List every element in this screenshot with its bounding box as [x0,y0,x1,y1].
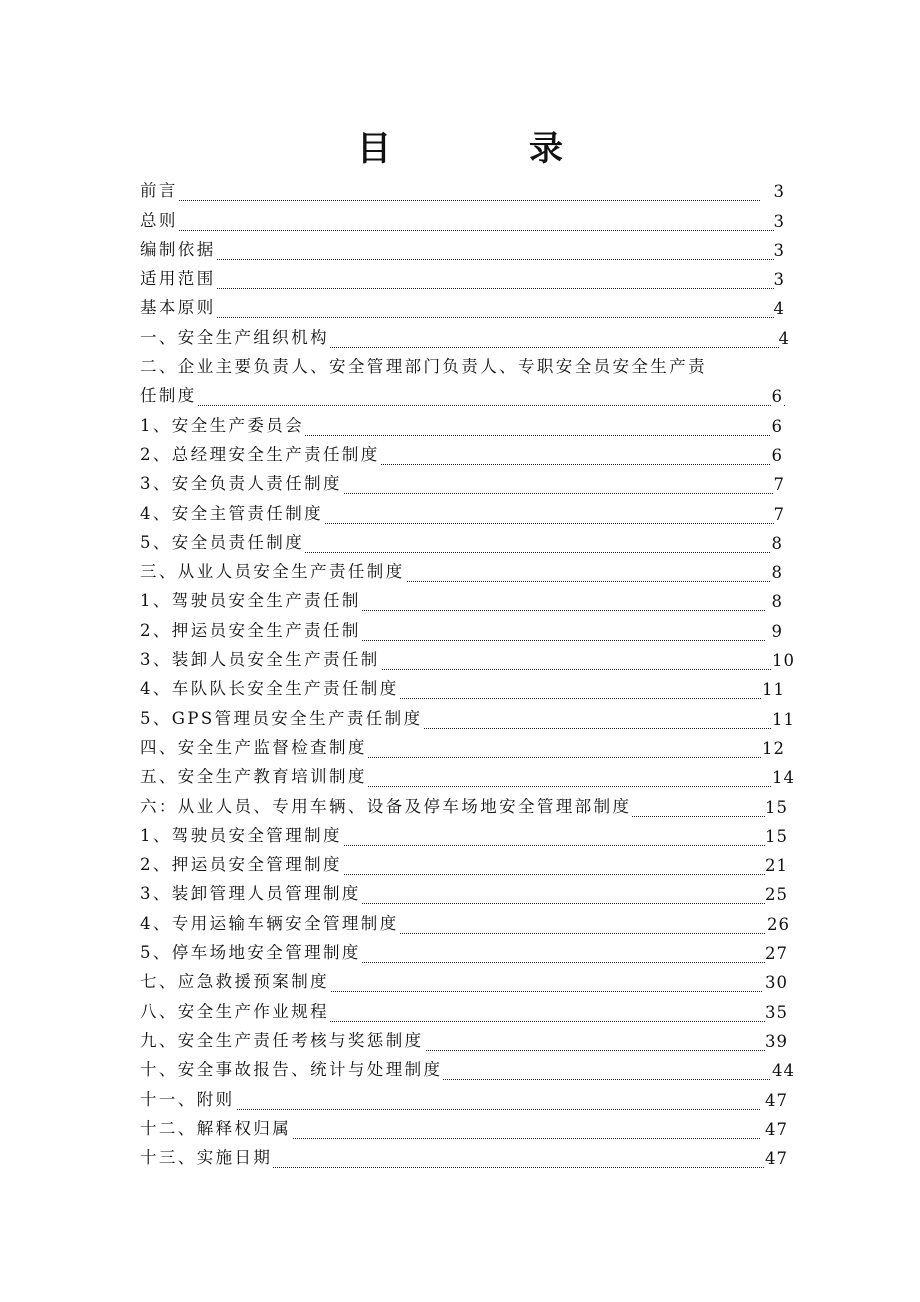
toc-leader-dots [140,258,782,260]
toc-page-number: 21 [765,856,788,876]
toc-entry[interactable] [140,791,800,820]
toc-entry-label: 任制度 [140,382,198,406]
toc-page-number: 8 [771,563,783,583]
toc-page-number: 12 [762,738,785,758]
toc-entry[interactable] [140,1143,800,1172]
toc-leader-dots [140,229,780,231]
toc-entry[interactable] [140,645,800,674]
toc-entry[interactable] [140,938,800,967]
toc-page-number: 6 [771,445,783,465]
toc-entry-label: 十三、实施日期 [140,1144,273,1168]
toc-entry-label: 五、安全生产教育培训制度 [140,763,368,787]
toc-page-number: 7 [773,504,785,524]
toc-page-number: 3 [773,240,785,260]
toc-entry[interactable] [140,762,800,791]
toc-page-number: 4 [773,299,785,319]
toc-entry-label: 二、企业主要负责人、安全管理部门负责人、专职安全员安全生产责 [140,353,708,377]
toc-page-number: 44 [772,1061,795,1081]
toc-entry[interactable] [140,879,800,908]
toc-entry-label: 八、安全生产作业规程 [140,998,330,1022]
toc-entry-label: 三、从业人员安全生产责任制度 [140,558,406,582]
toc-entry[interactable] [140,586,800,615]
toc-entry-label: 4、专用运输车辆安全管理制度 [140,910,400,934]
toc-entry[interactable] [140,733,800,762]
toc-entry-label: 1、驾驶员安全生产责任制 [140,587,362,611]
toc-entry-label: 前言 [140,177,179,201]
toc-entry-label: 基本原则 [140,294,217,318]
toc-entry-label: 5、停车场地安全管理制度 [140,939,362,963]
toc-entry[interactable] [140,1084,800,1113]
toc-page-number: 30 [765,973,788,993]
toc-entry[interactable] [140,674,800,703]
toc-page-number: 15 [765,797,788,817]
toc-entry[interactable] [140,615,800,644]
toc-page-number: 7 [773,475,785,495]
toc-entry-label: 3、安全负责人责任制度 [140,470,343,494]
toc-page-number: 8 [771,592,783,612]
toc-page-number: 25 [765,885,788,905]
toc-entry[interactable] [140,821,800,850]
toc-entry[interactable] [140,1055,800,1084]
toc-entry-label: 4、安全主管责任制度 [140,500,324,524]
toc-page-number: 11 [762,680,785,700]
toc-entry-label: 九、安全生产责任考核与奖惩制度 [140,1027,425,1051]
toc-entry[interactable] [140,528,800,557]
toc-leader-dots [140,287,782,289]
toc-entry[interactable] [140,557,800,586]
toc-entry-label: 编制依据 [140,236,217,260]
table-of-contents [140,176,800,1172]
toc-entry-label: 2、押运员安全管理制度 [140,851,343,875]
toc-entry[interactable] [140,176,800,205]
toc-entry[interactable] [140,703,800,732]
toc-page-number: 14 [772,768,795,788]
toc-entry[interactable] [140,293,800,322]
toc-leader-dots [140,316,782,318]
toc-entry-label: 4、车队队长安全生产责任制度 [140,675,400,699]
toc-page-number: 8 [771,533,783,553]
toc-entry-label: 十、安全事故报告、统计与处理制度 [140,1056,443,1080]
toc-entry-label: 3、装卸人员安全生产责任制 [140,646,381,670]
toc-entry-label: 3、装卸管理人员管理制度 [140,880,362,904]
toc-entry[interactable] [140,440,800,469]
toc-page-number: 15 [765,826,788,846]
toc-entry-label: 5、安全员责任制度 [140,529,305,553]
toc-entry-label: 2、总经理安全生产责任制度 [140,441,381,465]
page-title: 目 录 [357,129,615,169]
toc-page-number: 11 [772,709,795,729]
toc-entry-label: 1、驾驶员安全管理制度 [140,822,343,846]
toc-entry[interactable] [140,967,800,996]
toc-entry-label: 七、应急救援预案制度 [140,968,330,992]
toc-entry[interactable] [140,235,800,264]
toc-entry-label: 四、安全生产监督检查制度 [140,734,368,758]
toc-entry-label: 适用范围 [140,265,217,289]
toc-entry-label: 2、押运员安全生产责任制 [140,617,362,641]
toc-page-number: 47 [765,1090,788,1110]
toc-entry-label: 1、安全生产委员会 [140,412,305,436]
toc-entry-label: 一、安全生产组织机构 [140,324,330,348]
toc-entry[interactable] [140,205,800,234]
toc-entry[interactable] [140,1026,800,1055]
toc-entry[interactable] [140,469,800,498]
toc-entry[interactable] [140,996,800,1025]
toc-entry[interactable] [140,498,800,527]
toc-entry[interactable] [140,850,800,879]
toc-entry[interactable] [140,381,800,410]
toc-page-number: 47 [765,1149,788,1169]
toc-entry-label: 5、GPS管理员安全生产责任制度 [140,705,423,729]
toc-page-number: 3 [773,182,785,202]
toc-entry[interactable] [140,322,800,351]
toc-page-number: 47 [765,1119,788,1139]
toc-page-number: 3 [773,211,785,231]
toc-entry-label: 总则 [140,207,179,231]
toc-entry-label: 六：从业人员、专用车辆、设备及停车场地安全管理部制度 [140,793,632,817]
toc-entry[interactable] [140,352,800,381]
toc-page-number: 35 [765,1002,788,1022]
toc-entry-label: 十一、附则 [140,1086,236,1110]
toc-page-number: 27 [765,944,788,964]
toc-leader-dots [140,404,785,406]
toc-page-number: 26 [767,914,790,934]
toc-entry[interactable] [140,908,800,937]
toc-entry[interactable] [140,410,800,439]
toc-entry[interactable] [140,264,800,293]
toc-entry[interactable] [140,1114,800,1143]
toc-page-number: 3 [773,270,785,290]
toc-page-number: 10 [772,651,795,671]
toc-page-number: 9 [771,621,783,641]
toc-page-number: 6 [771,416,783,436]
toc-leader-dots [140,199,760,201]
toc-page-number: 39 [765,1031,788,1051]
toc-entry-label: 十二、解释权归属 [140,1115,292,1139]
toc-page-number: 4 [778,328,790,348]
toc-page-number: 6 [771,387,783,407]
